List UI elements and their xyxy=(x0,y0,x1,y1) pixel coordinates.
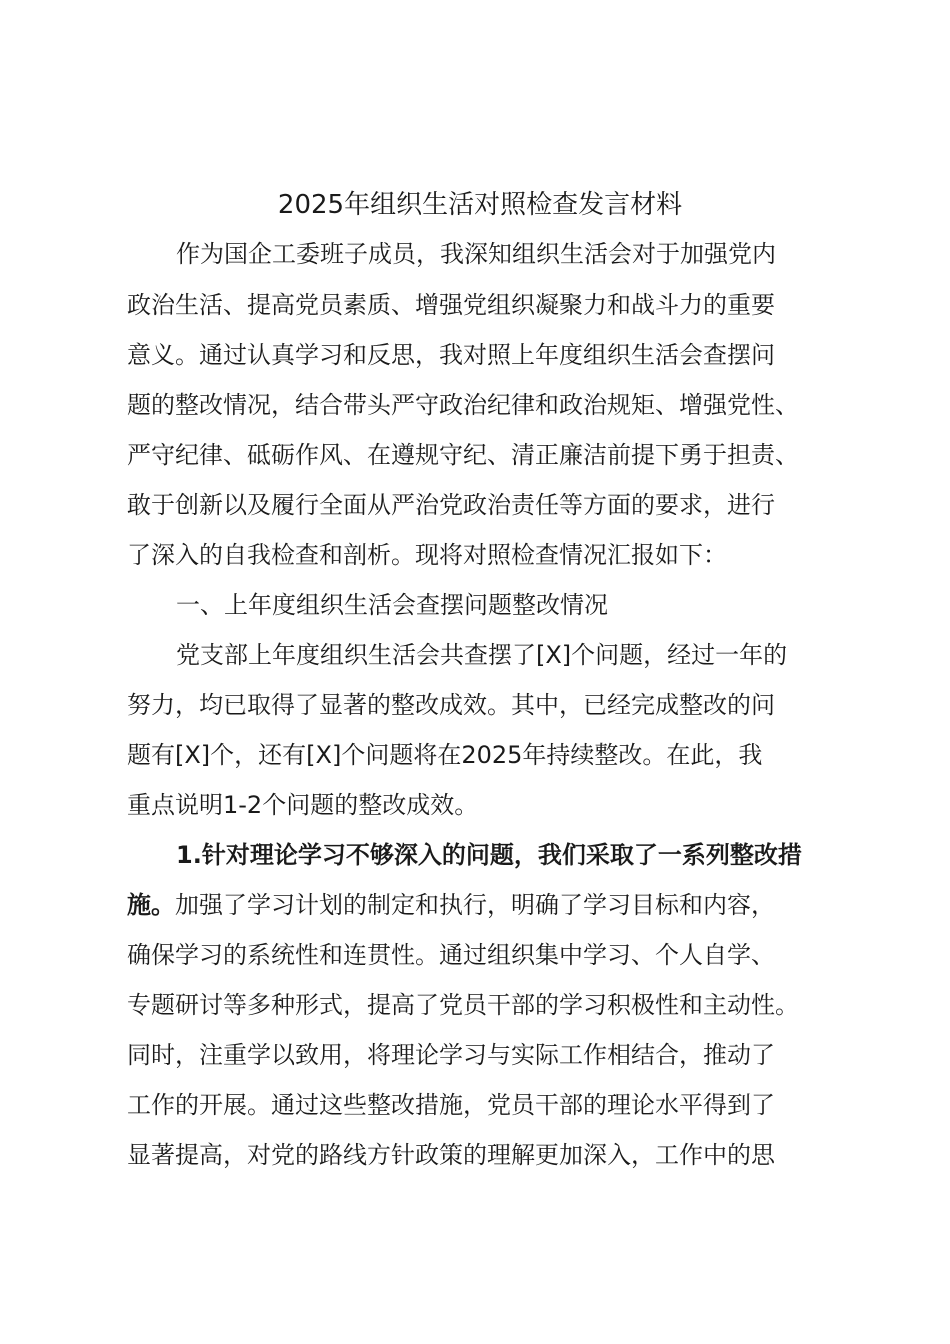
item1-bold-line: 1.针对理论学习不够深入的问题，我们采取了一系列整改措 xyxy=(176,841,802,869)
intro-line-5: 严守纪律、砥砺作风、在遵规守纪、清正廉洁前提下勇于担责、 xyxy=(127,441,799,469)
intro-line-2: 政治生活、提高党员素质、增强党组织凝聚力和战斗力的重要 xyxy=(127,291,775,319)
item1-bold-lead: 施。 xyxy=(127,891,175,919)
section-para-line-1: 党支部上年度组织生活会共查摆了[X]个问题，经过一年的 xyxy=(176,641,788,669)
item1-line-7: 显著提高，对党的路线方针政策的理解更加深入，工作中的思 xyxy=(127,1141,775,1169)
intro-line-6: 敢于创新以及履行全面从严治党政治责任等方面的要求，进行 xyxy=(127,491,775,519)
section-para-line-2: 努力，均已取得了显著的整改成效。其中，已经完成整改的问 xyxy=(127,691,775,719)
item1-line-2-rest: 加强了学习计划的制定和执行，明确了学习目标和内容， xyxy=(175,891,775,919)
section-heading: 一、上年度组织生活会查摆问题整改情况 xyxy=(176,591,608,619)
document-title: 2025年组织生活对照检查发言材料 xyxy=(277,190,683,220)
intro-line-7: 了深入的自我检查和剖析。现将对照检查情况汇报如下： xyxy=(127,541,727,569)
section-para-line-4: 重点说明1-2个问题的整改成效。 xyxy=(127,791,479,819)
intro-line-1: 作为国企工委班子成员，我深知组织生活会对于加强党内 xyxy=(176,240,776,268)
section-para-line-3: 题有[X]个，还有[X]个问题将在2025年持续整改。在此，我 xyxy=(127,741,763,769)
item1-line-3: 确保学习的系统性和连贯性。通过组织集中学习、个人自学、 xyxy=(127,941,775,969)
intro-line-4: 题的整改情况，结合带头严守政治纪律和政治规矩、增强党性、 xyxy=(127,391,799,419)
intro-line-3: 意义。通过认真学习和反思，我对照上年度组织生活会查摆问 xyxy=(127,341,775,369)
item1-line-5: 同时，注重学以致用，将理论学习与实际工作相结合，推动了 xyxy=(127,1041,775,1069)
item1-line-2 xyxy=(127,885,775,925)
item1-line-4: 专题研讨等多种形式，提高了党员干部的学习积极性和主动性。 xyxy=(127,991,799,1019)
item1-line-6: 工作的开展。通过这些整改措施，党员干部的理论水平得到了 xyxy=(127,1091,775,1119)
